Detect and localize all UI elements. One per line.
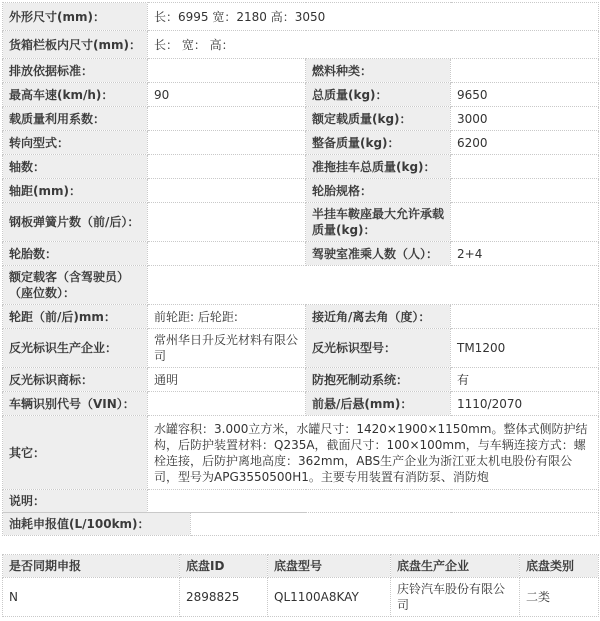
spec-label: 外形尺寸(mm)： bbox=[3, 3, 148, 31]
spec-label: 转向型式： bbox=[3, 131, 148, 155]
spec-value bbox=[148, 131, 306, 155]
spec-value: TM1200 bbox=[451, 329, 599, 368]
spec-value bbox=[451, 59, 599, 83]
spec-value bbox=[451, 305, 599, 329]
table-row bbox=[3, 155, 599, 179]
spec-value bbox=[451, 155, 599, 179]
table-gap bbox=[2, 536, 598, 554]
spec-label: 排放依据标准： bbox=[3, 59, 148, 83]
spec-value bbox=[148, 266, 599, 305]
spec-value bbox=[148, 242, 306, 266]
fuel-consumption-row bbox=[2, 512, 599, 536]
spec-label: 轴距(mm)： bbox=[3, 179, 148, 203]
chassis-header: 底盘ID bbox=[180, 555, 268, 578]
spec-label: 燃料种类： bbox=[306, 59, 451, 83]
spec-label: 轮距（前/后)mm： bbox=[3, 305, 148, 329]
spec-value bbox=[148, 392, 306, 416]
spec-value: 3000 bbox=[451, 107, 599, 131]
chassis-header: 底盘生产企业 bbox=[391, 555, 520, 578]
spec-value: 90 bbox=[148, 83, 306, 107]
spec-value bbox=[148, 107, 306, 131]
chassis-data-row bbox=[3, 578, 599, 617]
table-row bbox=[3, 305, 599, 329]
spec-value bbox=[148, 59, 306, 83]
chassis-header-row bbox=[3, 555, 599, 578]
spec-label: 最高车速(km/h)： bbox=[3, 83, 148, 107]
spec-value: 2+4 bbox=[451, 242, 599, 266]
vehicle-spec-table bbox=[2, 2, 599, 513]
spec-label: 总质量(kg)： bbox=[306, 83, 451, 107]
table-row bbox=[3, 513, 599, 536]
spec-value bbox=[148, 490, 599, 513]
chassis-cell-category: 二类 bbox=[520, 578, 599, 617]
spec-label: 驾驶室准乘人数（人）： bbox=[306, 242, 451, 266]
spec-value: 6200 bbox=[451, 131, 599, 155]
chassis-cell-sync-flag: N bbox=[3, 578, 180, 617]
table-row bbox=[3, 490, 599, 513]
spec-label: 油耗申报值(L/100km)： bbox=[3, 513, 191, 536]
table-row bbox=[3, 83, 599, 107]
spec-value: 有 bbox=[451, 368, 599, 392]
table-row bbox=[3, 203, 599, 242]
spec-value: 通明 bbox=[148, 368, 306, 392]
spec-value bbox=[451, 203, 599, 242]
table-row bbox=[3, 392, 599, 416]
spec-label: 载质量利用系数： bbox=[3, 107, 148, 131]
spec-label: 轮胎规格： bbox=[306, 179, 451, 203]
spec-label: 整备质量(kg)： bbox=[306, 131, 451, 155]
spec-value bbox=[451, 179, 599, 203]
spec-label: 准拖挂车总质量(kg)： bbox=[306, 155, 451, 179]
table-row bbox=[3, 59, 599, 83]
spec-value bbox=[148, 155, 306, 179]
spec-value: 9650 bbox=[451, 83, 599, 107]
spec-value: 长：6995 宽：2180 高：3050 bbox=[148, 3, 599, 31]
spec-label: 货箱栏板内尺寸(mm)： bbox=[3, 31, 148, 59]
spec-label: 钢板弹簧片数（前/后）： bbox=[3, 203, 148, 242]
spec-value bbox=[148, 203, 306, 242]
chassis-header: 底盘类别 bbox=[520, 555, 599, 578]
spec-value: 常州华日升反光材料有限公司 bbox=[148, 329, 306, 368]
spec-label: 半挂车鞍座最大允许承载质量(kg)： bbox=[306, 203, 451, 242]
table-row bbox=[3, 329, 599, 368]
spec-label: 防抱死制动系统： bbox=[306, 368, 451, 392]
chassis-cell-model: QL1100A8KAY bbox=[268, 578, 391, 617]
spec-label: 额定载客（含驾驶员）（座位数）： bbox=[3, 266, 148, 305]
spec-label: 前悬/后悬(mm)： bbox=[306, 392, 451, 416]
spec-label: 反光标识生产企业： bbox=[3, 329, 148, 368]
spec-value: 长： 宽： 高： bbox=[148, 31, 599, 59]
spec-label: 其它： bbox=[3, 416, 148, 490]
table-row bbox=[3, 131, 599, 155]
spec-value bbox=[191, 513, 599, 536]
spec-label: 反光标识商标： bbox=[3, 368, 148, 392]
table-row bbox=[3, 3, 599, 31]
chassis-cell-id: 2898825 bbox=[180, 578, 268, 617]
spec-label: 反光标识型号： bbox=[306, 329, 451, 368]
table-row bbox=[3, 368, 599, 392]
chassis-table bbox=[2, 554, 599, 617]
spec-label: 额定载质量(kg)： bbox=[306, 107, 451, 131]
table-row bbox=[3, 179, 599, 203]
spec-label: 轴数： bbox=[3, 155, 148, 179]
chassis-header: 是否同期申报 bbox=[3, 555, 180, 578]
table-row bbox=[3, 242, 599, 266]
table-row bbox=[3, 31, 599, 59]
table-row bbox=[3, 107, 599, 131]
spec-label: 车辆识别代号（VIN）： bbox=[3, 392, 148, 416]
spec-value bbox=[148, 179, 306, 203]
table-row bbox=[3, 266, 599, 305]
spec-value: 前轮距: 后轮距: bbox=[148, 305, 306, 329]
chassis-cell-manufacturer: 庆铃汽车股份有限公司 bbox=[391, 578, 520, 617]
spec-label: 接近角/离去角（度）： bbox=[306, 305, 451, 329]
table-row bbox=[3, 416, 599, 490]
spec-label: 说明： bbox=[3, 490, 148, 513]
spec-value-other-text: 水罐容积：3.000立方米，水罐尺寸：1420×1900×1150mm。整体式侧防护结构，后防护装置材料：Q235A，截面尺寸：100×100mm，与车辆连接方式：螺栓连接，后防护离地高度：362mm，ABS生产企业为浙江亚太机电股份有限公司，型号为APG3550500H1。主要专用装置有消防泵、消防炮 bbox=[148, 416, 599, 490]
spec-label: 轮胎数： bbox=[3, 242, 148, 266]
chassis-header: 底盘型号 bbox=[268, 555, 391, 578]
spec-value: 1110/2070 bbox=[451, 392, 599, 416]
